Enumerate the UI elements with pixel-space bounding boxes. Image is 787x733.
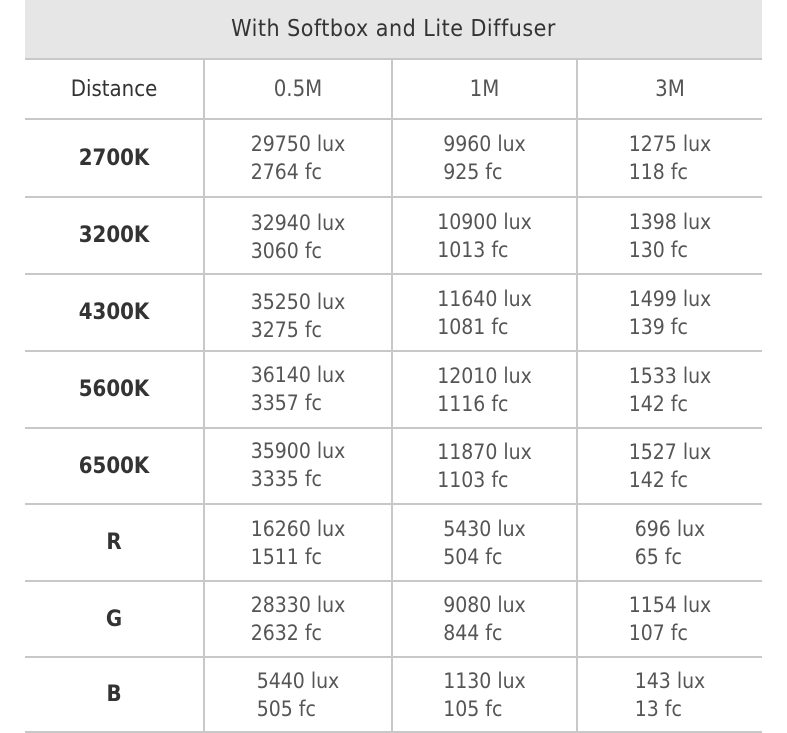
fc-value: 13 fc [634, 696, 682, 721]
distance-header: Distance [25, 59, 204, 119]
lux-value: 35250 lux [250, 290, 346, 314]
value-cell [577, 504, 762, 581]
lux-value: 11640 lux [437, 286, 532, 311]
value-cell [204, 581, 392, 657]
lux-value: 1527 lux [628, 440, 712, 464]
value-cell [204, 274, 392, 351]
lux-value: 28330 lux [250, 593, 346, 617]
lux-value: 9960 lux [443, 132, 526, 156]
value-stack [437, 438, 532, 494]
lux-value: 696 lux [634, 516, 706, 541]
lux-value: 16260 lux [250, 516, 346, 541]
row-label: B [25, 657, 204, 732]
value-stack [635, 667, 705, 723]
fc-value: 105 fc [443, 696, 503, 721]
value-cell [577, 657, 762, 732]
row-label: 3200K [25, 197, 204, 274]
fc-value: 2764 fc [250, 160, 322, 184]
lux-value: 36140 lux [250, 362, 346, 387]
value-cell [204, 119, 392, 197]
value-stack [629, 285, 711, 341]
row-label: 5600K [25, 351, 204, 428]
fc-value: 142 fc [628, 391, 688, 416]
title-row [25, 0, 762, 59]
value-stack [443, 667, 525, 723]
fc-value: 107 fc [628, 621, 688, 645]
fc-value: 1013 fc [437, 237, 509, 262]
lux-value: 32940 lux [250, 210, 346, 235]
fc-value: 3357 fc [250, 390, 322, 415]
value-cell [392, 581, 577, 657]
lux-value: 1533 lux [628, 363, 712, 388]
fc-value: 1103 fc [437, 468, 509, 492]
lux-value: 1130 lux [443, 668, 526, 693]
table-body [25, 0, 762, 732]
lux-value: 35900 lux [250, 439, 346, 463]
value-cell [577, 274, 762, 351]
value-cell [392, 119, 577, 197]
value-cell [204, 351, 392, 428]
lux-value: 29750 lux [250, 132, 346, 156]
distance-1m-header: 1M [392, 59, 577, 119]
fc-value: 1081 fc [437, 314, 509, 339]
table-row [25, 197, 762, 274]
distance-3m-header: 3M [577, 59, 762, 119]
value-stack [635, 515, 705, 571]
distance-0-5m-header: 0.5M [204, 59, 392, 119]
fc-value: 118 fc [628, 160, 688, 184]
fc-value: 142 fc [628, 468, 688, 492]
row-label: 2700K [25, 119, 204, 197]
lux-value: 5430 lux [443, 516, 526, 541]
value-stack [251, 437, 346, 493]
lux-value: 1154 lux [628, 593, 712, 617]
fc-value: 3275 fc [250, 318, 322, 342]
value-stack [629, 208, 711, 264]
value-cell [392, 197, 577, 274]
table-row [25, 504, 762, 581]
value-cell [577, 581, 762, 657]
value-cell [577, 351, 762, 428]
lux-value: 12010 lux [437, 363, 532, 388]
value-stack [251, 209, 346, 265]
row-label: 6500K [25, 428, 204, 504]
value-cell [392, 274, 577, 351]
value-stack [251, 591, 346, 647]
value-stack [437, 362, 532, 418]
value-stack [437, 208, 532, 264]
value-stack [443, 591, 525, 647]
fc-value: 139 fc [628, 314, 688, 339]
table-row [25, 657, 762, 732]
fc-value: 3335 fc [250, 467, 322, 491]
value-cell [392, 351, 577, 428]
fc-value: 1511 fc [250, 544, 322, 569]
value-stack [629, 130, 711, 186]
lux-value: 10900 lux [437, 209, 532, 234]
fc-value: 505 fc [256, 696, 316, 721]
value-stack [257, 667, 339, 723]
value-cell [204, 657, 392, 732]
fc-value: 504 fc [443, 544, 503, 569]
value-cell [577, 119, 762, 197]
value-stack [437, 285, 532, 341]
row-label: R [25, 504, 204, 581]
fc-value: 2632 fc [250, 621, 322, 645]
lux-value: 5440 lux [256, 668, 340, 693]
value-cell [392, 657, 577, 732]
header-row [25, 59, 762, 119]
illuminance-table [25, 0, 762, 733]
value-cell [577, 197, 762, 274]
value-stack [443, 515, 525, 571]
value-cell [577, 428, 762, 504]
lux-value: 1499 lux [628, 286, 712, 311]
value-cell [204, 504, 392, 581]
table-row [25, 274, 762, 351]
value-stack [251, 515, 346, 571]
lux-value: 11870 lux [437, 440, 532, 464]
table-row [25, 581, 762, 657]
table-row [25, 428, 762, 504]
value-stack [251, 288, 346, 344]
row-label: 4300K [25, 274, 204, 351]
value-stack [251, 130, 346, 186]
value-stack [629, 591, 711, 647]
value-stack [629, 438, 711, 494]
row-label: G [25, 581, 204, 657]
value-stack [251, 361, 346, 417]
value-cell [204, 428, 392, 504]
lux-value: 1275 lux [628, 132, 712, 156]
fc-value: 3060 fc [250, 238, 322, 263]
value-stack [629, 362, 711, 418]
value-cell [392, 504, 577, 581]
table-row [25, 119, 762, 197]
fc-value: 844 fc [443, 621, 503, 645]
fc-value: 65 fc [634, 544, 682, 569]
value-stack [443, 130, 525, 186]
table-row [25, 351, 762, 428]
value-cell [204, 197, 392, 274]
lux-value: 143 lux [634, 668, 706, 693]
value-cell [392, 428, 577, 504]
fc-value: 1116 fc [437, 391, 509, 416]
lux-value: 1398 lux [628, 209, 712, 234]
fc-value: 130 fc [628, 237, 688, 262]
fc-value: 925 fc [443, 160, 503, 184]
table-title: With Softbox and Lite Diffuser [25, 0, 762, 59]
lux-value: 9080 lux [443, 593, 526, 617]
